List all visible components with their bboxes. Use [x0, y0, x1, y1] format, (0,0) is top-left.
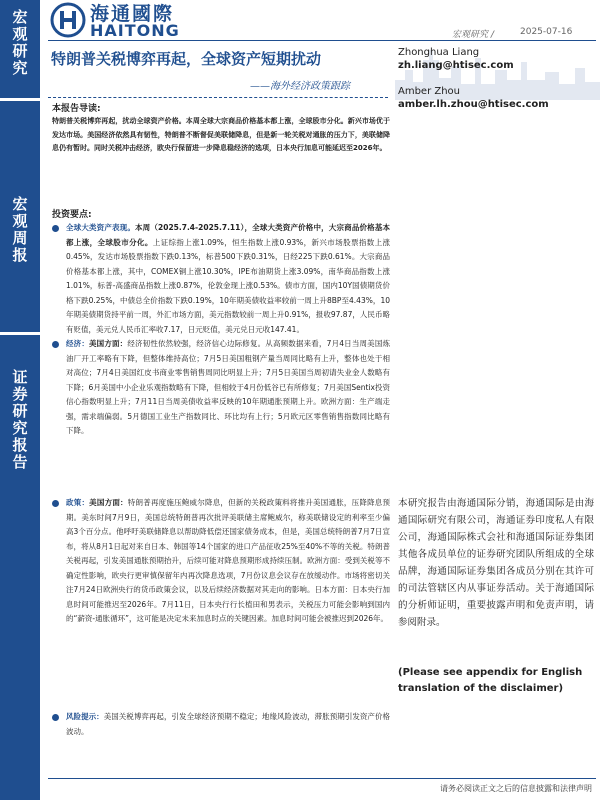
company-logo	[50, 2, 210, 40]
list-item	[52, 710, 390, 739]
author-email[interactable]: amber.lh.zhou@htisec.com	[398, 99, 549, 110]
header-divider	[48, 40, 596, 41]
report-date: 2025-07-16	[520, 27, 573, 37]
logo-emblem-icon	[50, 2, 86, 38]
point-bold-text: 美国方面：	[89, 498, 128, 507]
sidebar-label-macro-weekly: 宏观周报	[10, 196, 29, 264]
point-bold-text: 美国方面：	[89, 339, 128, 348]
footer-divider	[48, 778, 596, 779]
list-item	[52, 221, 390, 334]
sidebar-label-securities-report: 证券研究报告	[10, 369, 29, 471]
logo-english-name: HAITONG	[90, 21, 180, 40]
points-heading: 投资要点:	[52, 210, 92, 220]
footer-notice: 请务必阅读正文之后的信息披露和法律声明	[440, 784, 592, 793]
point-label: 全球大类资产表现。	[66, 223, 136, 232]
list-item	[52, 337, 390, 490]
point-text: 美国关税博弈再起，引发全球经济预期不稳定；地缘风险波动，滞胀预期引发资产价格波动。	[66, 712, 391, 736]
left-sidebar	[0, 0, 40, 800]
point-text: 特朗普再度施压鲍威尔降息，但新的关税政策料将推升美国通胀，压降降息预期。美东时间7月9日，美国总统特朗普再次批评美联储主席鲍威尔，称美联储设定的利率至少偏高3个百分点。他呼吁美联储降息以帮助降低偿还国家债务成本，但是，美国总统特朗普7月7日宣布，将从8月1日起对来自日本、韩国等14个国家的进口产品征收25%至40%不等的关税。特朗普关税再起，引发美国通胀预期抬升，后续可能对降息预期形成持续压制。欧洲方面：受到关税等不确定性影响，欧央行更审慎保留年内再次降息选项，7月份议息会议存在放缓动作。市场将密切关注7月24日欧洲央行的货币政策会议，以及后续经济数据对其走向的影响。日本方面：日本央行加息时间可能推迟至2026年。7月11日，日本央行行长植田和男表示，关税压力可能会影响到国内的“薪资-通胀循环”，这可能是决定未来加息时点的关键因素。加息时间可能会被推迟到2026年。	[66, 498, 391, 623]
point-label: 风险提示：	[66, 712, 104, 721]
point-text: 经济韧性依然较强，经济信心边际修复。从高频数据来看，7月4日当周美国炼油厂开工率略有下降，但整体维持高位；7月5日美国粗钢产量当周同比略有上升，整体也处于相对高位；7月4日美国红皮书商业零售销售周同比明显上升；7月5日美国当周初请失业金人数略有下降；6月美国中小企业乐观指数略有下降，但相较于4月份低谷已有所修复；7月美国Sentix投资信心指数明显上升；7月11日当周美债收益率反映的10年期通胀预期上升。欧洲方面：生产端走强，需求端偏弱。5月德国工业生产指数同比、环比均有上行；5月欧元区零售销售指数同比略有下降。	[66, 339, 390, 435]
point-label: 政策：	[66, 498, 90, 507]
report-title: 特朗普关税博弈再起，全球资产短期扰动	[51, 50, 322, 68]
bullet-dot-icon	[52, 714, 59, 721]
point-text: 上证综指上涨1.09%，恒生指数上涨0.93%，新兴市场股票指数上涨0.45%，发达市场股票指数下跌0.13%，标普500下跌0.31%，日经225下跌0.61%。大宗商品价格基本都上涨，其中，COMEX铜上涨10.30%，IPE布油期货上涨3.09%，南华商品指数上涨1.01%，标普-高盛商品指数上涨0.87%，伦敦金现上涨0.53%。债市方面，国内10Y国债期货价格下跌0.25%，中债总全价指数下跌0.19%，10年期美债收益率较前一周上升8BP至4.43%，10年期美债期货持平前一周，外汇市场方面，美元指数较前一周上升0.91%，报收97.87，人民币略有贬值，美元兑人民币汇率收7.17，日元贬值，美元兑日元收147.41。	[66, 237, 390, 334]
sidebar-label-macro-research: 宏观研究	[10, 9, 29, 77]
bullet-dot-icon	[52, 225, 59, 232]
author-name: Amber Zhou	[398, 86, 461, 97]
point-bold-text: 本周（2025.7.4-2025.7.11），全球大类资产价格中，大宗商品价格基本都上涨，全球股市分化。	[66, 223, 390, 247]
sidebar-divider	[0, 332, 40, 335]
logo-chinese-name: 海通國際	[90, 3, 175, 25]
bullet-dot-icon	[52, 500, 59, 507]
report-category: 宏观研究 /	[452, 30, 494, 40]
section-divider	[48, 97, 388, 98]
investment-points-list	[52, 221, 390, 739]
list-item	[52, 496, 390, 704]
guide-text: 特朗普关税博弈再起，扰动全球资产价格。本周全球大宗商品价格基本都上涨，全球股市分化。新兴市场优于发达市场。美国经济依然具有韧性，特朗普不断督促美联储降息，但是新一轮关税对通胀的压力下，美联储降息仍有暂时。同时关税冲击经济，欧央行保留进一步降息稳经济的选项，日本央行加息可能延迟至2026年。	[52, 117, 390, 152]
disclaimer-chinese: 本研究报告由海通国际分销，海通国际是由海通国际研究有限公司，海通证券印度私人有限公司，海通国际株式会社和海通国际证券集团其他各成员单位的证券研究团队所组成的全球品牌，海通国际证券集团各成员分别在其许可的司法管辖区内从事证券活动。关于海通国际的分析师证明，重要披露声明和免责声明，请参阅附录。	[398, 498, 594, 628]
author-name: Zhonghua Liang	[398, 47, 480, 58]
author-email[interactable]: zh.liang@htisec.com	[398, 60, 514, 71]
disclaimer-english: (Please see appendix for English translation of the disclaimer)	[398, 667, 583, 694]
point-label: 经济：	[66, 339, 89, 348]
sidebar-divider	[0, 98, 40, 101]
report-subtitle: ——海外经济政策跟踪	[250, 81, 350, 92]
bullet-dot-icon	[52, 341, 59, 348]
guide-heading: 本报告导读:	[52, 104, 101, 114]
